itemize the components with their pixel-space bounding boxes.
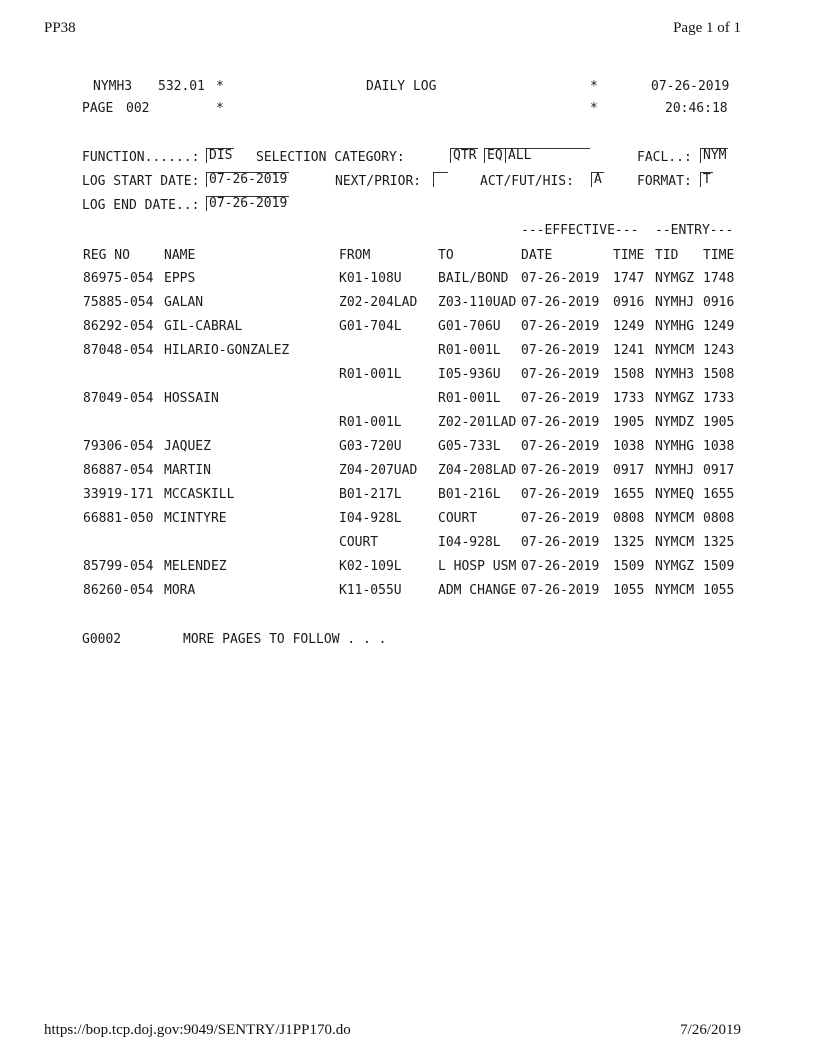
col-tid: TID xyxy=(655,248,679,263)
entry-time: 1249 xyxy=(703,319,735,334)
effective-date: 07-26-2019 xyxy=(521,343,600,358)
next-prior-field[interactable] xyxy=(433,172,448,187)
effective-date: 07-26-2019 xyxy=(521,511,600,526)
inmate-name: HILARIO-GONZALEZ xyxy=(164,343,290,358)
entry-tid: NYMHJ xyxy=(655,463,695,478)
to-location: COURT xyxy=(438,511,478,526)
inmate-name: GIL-CABRAL xyxy=(164,319,243,334)
table-row xyxy=(83,559,743,583)
all-field[interactable]: ALL xyxy=(505,148,590,163)
from-location: K02-109L xyxy=(339,559,402,574)
to-location: Z03-110UAD xyxy=(438,295,517,310)
effective-time: 1055 xyxy=(613,583,645,598)
system-id: NYMH3 xyxy=(93,79,133,94)
entry-time: 0808 xyxy=(703,511,735,526)
page-title: DAILY LOG xyxy=(366,79,437,94)
act-fut-his-label: ACT/FUT/HIS: xyxy=(480,174,574,189)
inmate-name: MORA xyxy=(164,583,196,598)
col-from: FROM xyxy=(339,248,371,263)
log-table xyxy=(83,271,743,607)
to-location: B01-216L xyxy=(438,487,501,502)
entry-tid: NYMCM xyxy=(655,511,695,526)
log-end-date-field[interactable]: 07-26-2019 xyxy=(206,196,289,211)
effective-time: 1655 xyxy=(613,487,645,502)
to-location: ADM CHANGE xyxy=(438,583,517,598)
entry-tid: NYMGZ xyxy=(655,559,695,574)
entry-tid: NYMHJ xyxy=(655,295,695,310)
from-location: COURT xyxy=(339,535,379,550)
table-header xyxy=(83,248,743,272)
entry-time: 1508 xyxy=(703,367,735,382)
table-row xyxy=(83,511,743,535)
col-date: DATE xyxy=(521,248,553,263)
reg-no: 66881-050 xyxy=(83,511,154,526)
effective-date: 07-26-2019 xyxy=(521,271,600,286)
entry-tid: NYMEQ xyxy=(655,487,695,502)
from-location: I04-928L xyxy=(339,511,402,526)
entry-tid: NYMCM xyxy=(655,535,695,550)
entry-time: 1325 xyxy=(703,535,735,550)
inmate-name: JAQUEZ xyxy=(164,439,211,454)
inmate-name: MCCASKILL xyxy=(164,487,235,502)
entry-group-header: --ENTRY--- xyxy=(655,223,734,238)
to-location: I05-936U xyxy=(438,367,501,382)
col-time: TIME xyxy=(613,248,645,263)
from-location: G01-704L xyxy=(339,319,402,334)
effective-date: 07-26-2019 xyxy=(521,463,600,478)
from-location: Z04-207UAD xyxy=(339,463,418,478)
entry-time: 1055 xyxy=(703,583,735,598)
effective-time: 1905 xyxy=(613,415,645,430)
entry-time: 1509 xyxy=(703,559,735,574)
from-location: K11-055U xyxy=(339,583,402,598)
reg-no: 75885-054 xyxy=(83,295,154,310)
act-fut-his-field[interactable]: A xyxy=(591,172,604,187)
inmate-name: EPPS xyxy=(164,271,196,286)
screen-time: 20:46:18 xyxy=(665,101,728,116)
table-row xyxy=(83,439,743,463)
facl-field[interactable]: NYM xyxy=(700,148,728,163)
star-marker: * xyxy=(590,79,598,94)
table-row xyxy=(83,463,743,487)
selection-category-label: SELECTION CATEGORY: xyxy=(256,150,405,165)
log-start-label: LOG START DATE: xyxy=(82,174,200,189)
log-start-date-field[interactable]: 07-26-2019 xyxy=(206,172,289,187)
inmate-name: MELENDEZ xyxy=(164,559,227,574)
table-row xyxy=(83,271,743,295)
table-row xyxy=(83,319,743,343)
screen-date: 07-26-2019 xyxy=(651,79,730,94)
table-row xyxy=(83,583,743,607)
entry-tid: NYMGZ xyxy=(655,391,695,406)
to-location: R01-001L xyxy=(438,343,501,358)
to-location: I04-928L xyxy=(438,535,501,550)
inmate-name: MARTIN xyxy=(164,463,211,478)
effective-date: 07-26-2019 xyxy=(521,535,600,550)
col-entry-time: TIME xyxy=(703,248,735,263)
table-row xyxy=(83,535,743,559)
to-location: G01-706U xyxy=(438,319,501,334)
table-row xyxy=(83,295,743,319)
table-row xyxy=(83,391,743,415)
effective-time: 1509 xyxy=(613,559,645,574)
star-marker: * xyxy=(590,101,598,116)
entry-tid: NYMGZ xyxy=(655,271,695,286)
to-location: BAIL/BOND xyxy=(438,271,509,286)
reg-no: 86975-054 xyxy=(83,271,154,286)
facl-label: FACL..: xyxy=(637,150,692,165)
star-marker: * xyxy=(216,79,224,94)
effective-date: 07-26-2019 xyxy=(521,583,600,598)
to-location: R01-001L xyxy=(438,391,501,406)
table-row xyxy=(83,343,743,367)
effective-time: 0808 xyxy=(613,511,645,526)
effective-date: 07-26-2019 xyxy=(521,487,600,502)
eq-field[interactable]: EQ xyxy=(484,148,505,163)
entry-tid: NYMCM xyxy=(655,583,695,598)
reg-no: 85799-054 xyxy=(83,559,154,574)
effective-date: 07-26-2019 xyxy=(521,367,600,382)
inmate-name: MCINTYRE xyxy=(164,511,227,526)
entry-tid: NYMDZ xyxy=(655,415,695,430)
entry-time: 1038 xyxy=(703,439,735,454)
from-location: Z02-204LAD xyxy=(339,295,418,310)
reg-no: 86292-054 xyxy=(83,319,154,334)
effective-time: 0916 xyxy=(613,295,645,310)
source-url: https://bop.tcp.doj.gov:9049/SENTRY/J1PP170.do xyxy=(44,1022,351,1038)
log-end-label: LOG END DATE..: xyxy=(82,198,200,213)
selection-category-field[interactable]: QTR xyxy=(450,148,478,163)
message-code: G0002 xyxy=(82,632,122,647)
reg-no: 33919-171 xyxy=(83,487,154,502)
effective-time: 1325 xyxy=(613,535,645,550)
to-location: L HOSP USM xyxy=(438,559,517,574)
entry-tid: NYMHG xyxy=(655,319,695,334)
inmate-name: HOSSAIN xyxy=(164,391,219,406)
print-page-number: Page 1 of 1 xyxy=(673,20,741,36)
effective-date: 07-26-2019 xyxy=(521,439,600,454)
from-location: G03-720U xyxy=(339,439,402,454)
entry-time: 1243 xyxy=(703,343,735,358)
effective-time: 1241 xyxy=(613,343,645,358)
effective-date: 07-26-2019 xyxy=(521,295,600,310)
entry-time: 1748 xyxy=(703,271,735,286)
table-row xyxy=(83,415,743,439)
effective-time: 1747 xyxy=(613,271,645,286)
col-to: TO xyxy=(438,248,454,263)
effective-group-header: ---EFFECTIVE--- xyxy=(521,223,639,238)
entry-time: 1733 xyxy=(703,391,735,406)
from-location: K01-108U xyxy=(339,271,402,286)
page-number: 002 xyxy=(126,101,150,116)
effective-time: 1038 xyxy=(613,439,645,454)
effective-time: 1508 xyxy=(613,367,645,382)
print-date: 7/26/2019 xyxy=(680,1022,741,1038)
from-location: R01-001L xyxy=(339,415,402,430)
to-location: G05-733L xyxy=(438,439,501,454)
format-field[interactable]: T xyxy=(700,172,713,187)
effective-date: 07-26-2019 xyxy=(521,319,600,334)
from-location: R01-001L xyxy=(339,367,402,382)
col-name: NAME xyxy=(164,248,196,263)
page-label: PAGE xyxy=(82,101,114,116)
reg-no: 87048-054 xyxy=(83,343,154,358)
function-label: FUNCTION......: xyxy=(82,150,200,165)
entry-tid: NYMCM xyxy=(655,343,695,358)
reg-no: 86887-054 xyxy=(83,463,154,478)
entry-time: 1655 xyxy=(703,487,735,502)
effective-time: 1733 xyxy=(613,391,645,406)
entry-tid: NYMH3 xyxy=(655,367,695,382)
reg-no: 86260-054 xyxy=(83,583,154,598)
effective-date: 07-26-2019 xyxy=(521,391,600,406)
entry-time: 0916 xyxy=(703,295,735,310)
table-row xyxy=(83,487,743,511)
next-prior-label: NEXT/PRIOR: xyxy=(335,174,422,189)
reg-no: 87049-054 xyxy=(83,391,154,406)
effective-time: 1249 xyxy=(613,319,645,334)
entry-time: 1905 xyxy=(703,415,735,430)
format-label: FORMAT: xyxy=(637,174,692,189)
table-row xyxy=(83,367,743,391)
print-header-left: PP38 xyxy=(44,20,76,36)
star-marker: * xyxy=(216,101,224,116)
effective-time: 0917 xyxy=(613,463,645,478)
effective-date: 07-26-2019 xyxy=(521,559,600,574)
effective-date: 07-26-2019 xyxy=(521,415,600,430)
reg-no: 79306-054 xyxy=(83,439,154,454)
to-location: Z04-208LAD xyxy=(438,463,517,478)
inmate-name: GALAN xyxy=(164,295,204,310)
more-pages-message: MORE PAGES TO FOLLOW . . . xyxy=(183,632,387,647)
function-field[interactable]: DIS xyxy=(206,148,234,163)
entry-time: 0917 xyxy=(703,463,735,478)
to-location: Z02-201LAD xyxy=(438,415,517,430)
from-location: B01-217L xyxy=(339,487,402,502)
entry-tid: NYMHG xyxy=(655,439,695,454)
col-reg-no: REG NO xyxy=(83,248,130,263)
version: 532.01 xyxy=(158,79,205,94)
